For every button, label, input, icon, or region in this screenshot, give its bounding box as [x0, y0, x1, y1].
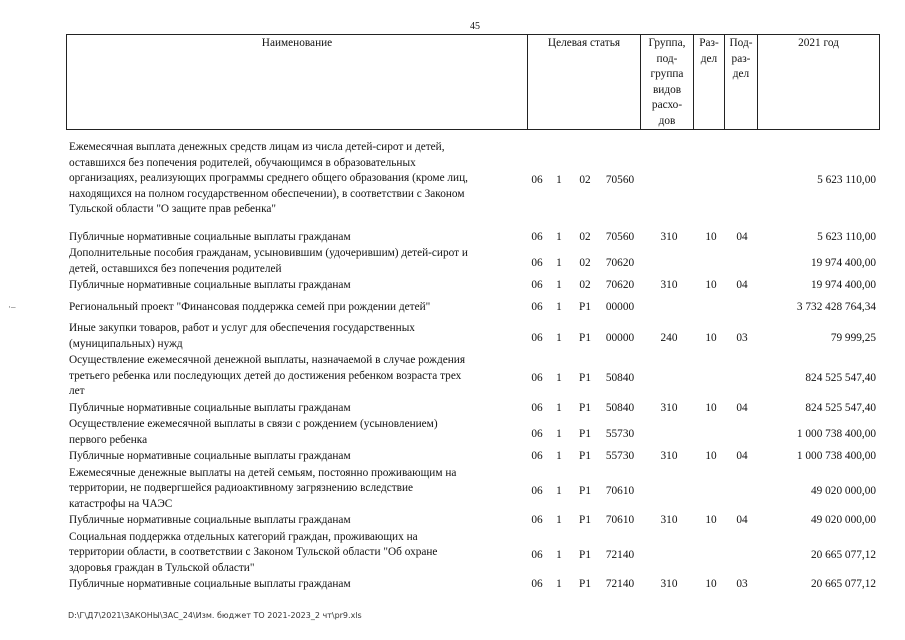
header-section	[694, 36, 724, 67]
cell-subsection: 04	[736, 230, 748, 243]
cell-subprogram: 1	[556, 578, 562, 590]
cell-subprogram: 1	[556, 279, 562, 291]
cell-amount: 20 665 077,12	[811, 548, 876, 561]
cell-code: 72140	[605, 578, 635, 590]
row-name	[69, 321, 521, 352]
row-name-line: Ежемесячные денежные выплаты на детей семьям, постоянно проживающим на	[69, 466, 457, 479]
row-name-line: здоровья граждан в Тульской области"	[69, 561, 255, 574]
cell-amount: 1 000 738 400,00	[796, 450, 876, 462]
cell-subprogram: 1	[556, 450, 562, 462]
row-name-line: организациях, реализующих программы среднего общего образования (кроме лиц,	[69, 172, 468, 184]
cell-subprogram: 1	[556, 401, 562, 414]
cell-section: 10	[705, 279, 717, 291]
cell-section: 10	[705, 514, 717, 526]
table-row	[0, 321, 905, 352]
cell-program: 06	[531, 484, 543, 497]
cell-direction: P1	[579, 548, 591, 561]
cell-code: 70610	[605, 514, 635, 526]
table-row	[0, 230, 905, 246]
cell-direction: P1	[579, 300, 591, 313]
row-name-line: Публичные нормативные социальные выплаты гражданам	[69, 514, 351, 526]
cell-program: 06	[531, 428, 543, 440]
cell-amount: 49 020 000,00	[811, 514, 876, 526]
table-row	[0, 513, 905, 529]
cell-code: 70610	[605, 484, 635, 497]
header-target: Целевая статья	[547, 37, 621, 49]
cell-program: 06	[531, 372, 543, 384]
table-row	[0, 353, 905, 400]
row-name-line: территории, не подвергшейся радиоактивному загрязнению вследствие	[69, 482, 414, 494]
header-section-line: Раз-	[699, 37, 719, 49]
cell-direction: P1	[579, 332, 591, 344]
cell-amount: 20 665 077,12	[811, 578, 876, 590]
cell-subprogram: 1	[556, 372, 562, 384]
row-name	[69, 246, 521, 277]
cell-subsection: 04	[736, 401, 748, 414]
cell-direction: P1	[579, 372, 591, 384]
cell-section: 10	[705, 450, 717, 462]
row-name-line: Публичные нормативные социальные выплаты гражданам	[69, 401, 351, 414]
file-path-footer: D:\Г\Д7\2021\ЗАКОНЫ\ЗАС_24\Изм. бюджет ТО 2021-2023_2 чт\pr9.xls	[68, 611, 362, 620]
row-name	[69, 530, 521, 577]
cell-group: 310	[660, 514, 678, 526]
cell-group: 310	[660, 401, 678, 414]
header-group-line: группа	[650, 68, 684, 80]
cell-direction: 02	[579, 174, 591, 186]
cell-program: 06	[531, 401, 543, 414]
table-row	[0, 246, 905, 277]
row-name-line: катастрофы на ЧАЭС	[69, 497, 173, 510]
cell-code: 50840	[605, 372, 635, 384]
cell-program: 06	[531, 300, 543, 313]
row-name-line: Тульской области "О защите прав ребенка"	[69, 203, 277, 215]
cell-section: 10	[705, 230, 717, 243]
header-group-line: видов	[652, 83, 682, 96]
row-name	[69, 577, 521, 593]
cell-group: 310	[660, 578, 678, 590]
cell-code: 70560	[605, 174, 635, 186]
cell-section: 10	[705, 332, 717, 344]
margin-mark: ·–	[8, 302, 16, 312]
table-row	[0, 278, 905, 294]
row-name-line: детей, оставшихся без попечения родителей	[69, 262, 282, 275]
cell-program: 06	[531, 548, 543, 561]
row-name	[69, 278, 521, 294]
row-name-line: Дополнительные пособия гражданам, усыновившим (удочерившим) детей-сирот и	[69, 247, 468, 259]
table-row	[0, 577, 905, 593]
row-name	[69, 513, 521, 529]
cell-code: 50840	[605, 401, 635, 414]
header-group-line: дов	[658, 114, 676, 127]
cell-amount: 79 999,25	[830, 332, 876, 344]
table-row	[0, 449, 905, 465]
header-subsection-line: Под-	[729, 37, 753, 49]
row-name-line: находящихся на полном государственном обеспечении), в соответствии с Законом	[69, 187, 465, 200]
cell-group: 310	[660, 450, 678, 462]
cell-subsection: 03	[736, 332, 748, 344]
cell-subprogram: 1	[556, 428, 562, 440]
cell-direction: P1	[579, 484, 591, 497]
row-name-line: лет	[69, 385, 85, 397]
cell-subprogram: 1	[556, 332, 562, 344]
table-row	[0, 401, 905, 417]
row-name-line: Публичные нормативные социальные выплаты гражданам	[69, 230, 351, 243]
cell-code: 55730	[605, 450, 635, 462]
cell-section: 10	[705, 578, 717, 590]
row-name-line: первого ребенка	[69, 433, 148, 446]
cell-direction: P1	[579, 514, 591, 526]
cell-group: 240	[660, 332, 678, 344]
cell-subprogram: 1	[556, 300, 562, 313]
row-name-line: оставшихся без попечения родителей, обучающимся в образовательных	[69, 156, 416, 169]
row-name-line: Публичные нормативные социальные выплаты гражданам	[69, 450, 351, 462]
row-name-line: Публичные нормативные социальные выплаты гражданам	[69, 578, 351, 590]
row-name	[69, 466, 521, 513]
table-row	[0, 530, 905, 577]
cell-amount: 1 000 738 400,00	[796, 428, 876, 440]
header-year: 2021 год	[798, 37, 839, 49]
cell-subprogram: 1	[556, 484, 562, 497]
cell-code: 55730	[605, 428, 635, 440]
cell-program: 06	[531, 230, 543, 243]
cell-program: 06	[531, 279, 543, 291]
table-row	[0, 466, 905, 513]
header-group-line: под-	[656, 52, 678, 65]
cell-direction: P1	[579, 578, 591, 590]
cell-subprogram: 1	[556, 230, 562, 243]
cell-subprogram: 1	[556, 257, 562, 269]
header-group-line: Группа,	[648, 37, 686, 49]
cell-program: 06	[531, 514, 543, 526]
cell-direction: 02	[579, 230, 591, 243]
page-number: 45	[470, 21, 480, 32]
cell-amount: 5 623 110,00	[817, 174, 876, 186]
cell-subsection: 04	[736, 514, 748, 526]
cell-program: 06	[531, 578, 543, 590]
header-subsection	[725, 36, 757, 83]
cell-code: 00000	[605, 332, 635, 344]
cell-program: 06	[531, 174, 543, 186]
cell-code: 00000	[605, 300, 635, 313]
cell-code: 70620	[605, 257, 635, 269]
row-name-line: Осуществление ежемесячной денежной выплаты, назначаемой в случае рождения	[69, 354, 466, 366]
cell-program: 06	[531, 257, 543, 269]
row-name-line: Региональный проект "Финансовая поддержка семей при рождении детей"	[69, 300, 431, 313]
cell-code: 70620	[605, 279, 635, 291]
row-name-line: (муниципальных) нужд	[69, 337, 183, 350]
cell-subprogram: 1	[556, 548, 562, 561]
cell-code: 72140	[605, 548, 635, 561]
cell-program: 06	[531, 332, 543, 344]
cell-program: 06	[531, 450, 543, 462]
cell-amount: 824 525 547,40	[805, 401, 876, 414]
header-subsection-line: раз-	[731, 52, 751, 65]
row-name-line: Осуществление ежемесячной выплаты в связи с рождением (усыновлением)	[69, 418, 438, 430]
header-divider	[879, 34, 880, 130]
cell-amount: 3 732 428 764,34	[796, 300, 876, 313]
row-name	[69, 230, 521, 246]
cell-amount: 19 974 400,00	[811, 257, 876, 269]
row-name-line: территории области, в соответствии с Законом Тульской области "Об охране	[69, 546, 438, 558]
row-name-line: третьего ребенка или последующих детей до достижения ребенком возраста трех	[69, 369, 462, 382]
cell-subsection: 04	[736, 450, 748, 462]
cell-direction: P1	[579, 428, 591, 440]
header-subsection-line: дел	[732, 68, 750, 80]
cell-subsection: 04	[736, 279, 748, 291]
header-group	[641, 36, 693, 129]
row-name	[69, 449, 521, 465]
cell-subprogram: 1	[556, 514, 562, 526]
table-row	[0, 300, 905, 316]
table-row	[0, 140, 905, 218]
cell-direction: P1	[579, 450, 591, 462]
cell-direction: 02	[579, 257, 591, 269]
cell-section: 10	[705, 401, 717, 414]
row-name-line: Иные закупки товаров, работ и услуг для обеспечения государственных	[69, 322, 415, 334]
row-name	[69, 353, 521, 400]
row-name	[69, 401, 521, 417]
cell-amount: 49 020 000,00	[811, 484, 876, 497]
header-section-line: дел	[700, 52, 718, 65]
cell-subprogram: 1	[556, 174, 562, 186]
header-group-line: расхо-	[651, 99, 683, 111]
cell-group: 310	[660, 230, 678, 243]
cell-amount: 19 974 400,00	[811, 279, 876, 291]
row-name	[69, 140, 521, 218]
row-name-line: Социальная поддержка отдельных категорий граждан, проживающих на	[69, 530, 418, 543]
cell-direction: P1	[579, 401, 591, 414]
table-row	[0, 417, 905, 448]
cell-amount: 5 623 110,00	[817, 230, 876, 243]
row-name-line: Ежемесячная выплата денежных средств лицам из числа детей-сирот и детей,	[69, 141, 445, 153]
cell-group: 310	[660, 279, 678, 291]
cell-direction: 02	[579, 279, 591, 291]
cell-amount: 824 525 547,40	[805, 372, 876, 384]
row-name	[69, 417, 521, 448]
row-name	[69, 300, 521, 316]
header-name: Наименование	[261, 37, 333, 49]
cell-code: 70560	[605, 230, 635, 243]
row-name-line: Публичные нормативные социальные выплаты гражданам	[69, 279, 351, 291]
cell-subsection: 03	[736, 578, 748, 590]
